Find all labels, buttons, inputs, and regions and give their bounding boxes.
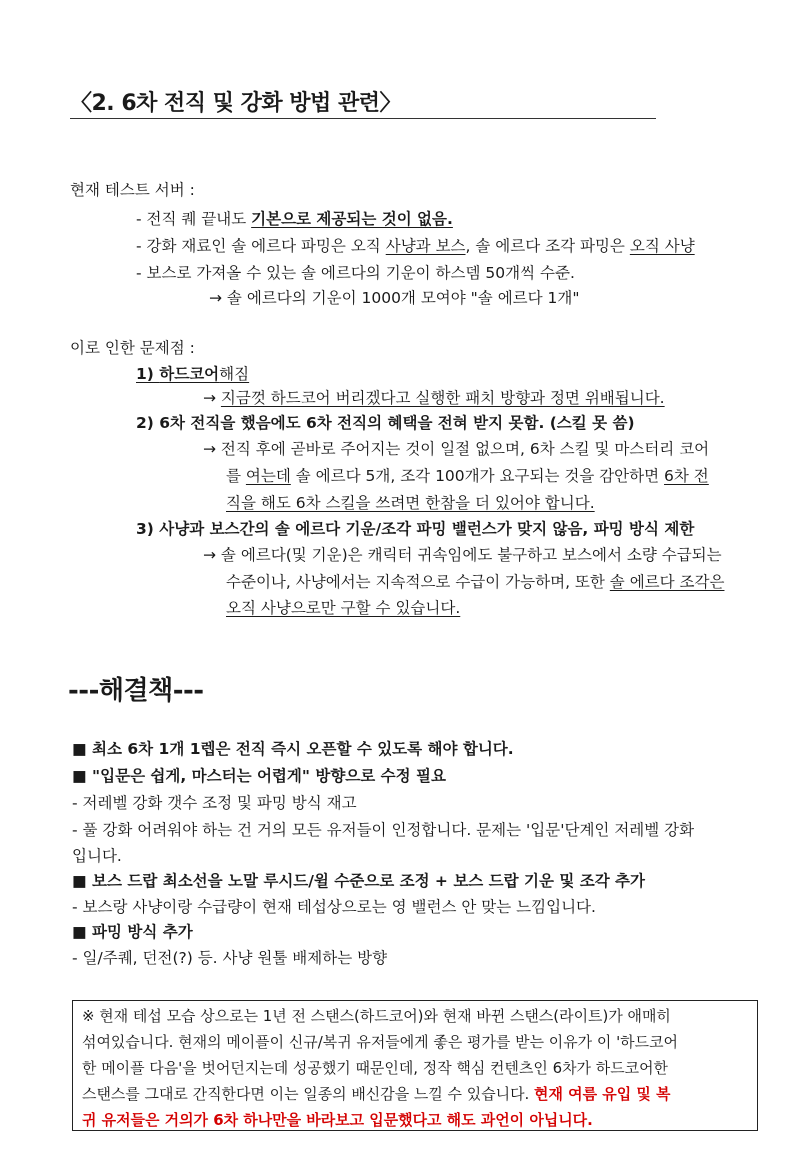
underlined-text: 기본으로 제공되는 것이 없음. <box>251 210 453 228</box>
test-server-line-1 <box>136 207 453 229</box>
test-server-line-4: → 솔 에르다의 기운이 1000개 모여야 "솔 에르다 1개" <box>209 289 580 307</box>
text: , 솔 에르다 조각 파밍은 <box>465 237 630 255</box>
underlined-text: 6차 전 <box>664 467 709 485</box>
text: 해짐 <box>219 365 250 383</box>
underlined-text: 솔 에르다 조각은 <box>609 573 725 591</box>
underlined-text: 오직 사냥 <box>629 237 695 255</box>
problem-3-line-2 <box>226 570 724 592</box>
solution-4-detail-1: - 일/주퀘, 던전(?) 등. 사냥 원툴 배제하는 방향 <box>72 949 388 967</box>
test-server-line-2 <box>136 234 695 256</box>
problem-2-title: 2) 6차 전직을 했음에도 6차 전직의 혜택을 전혀 받지 못함. (스킬 못 씀) <box>136 414 635 432</box>
solution-2-detail-2a: - 풀 강화 어려워야 하는 건 거의 모든 유저들이 인정합니다. 문제는 '입문'단계인 저레벨 강화 <box>72 821 695 839</box>
underlined-text: 사냥과 보스 <box>385 237 466 255</box>
highlight-text: 현재 여름 유입 및 복 <box>534 1085 671 1103</box>
underlined-text: 여는데 <box>245 467 291 485</box>
problem-1-detail <box>203 386 665 408</box>
test-server-heading: 현재 테스트 서버 : <box>70 181 195 199</box>
note-line-5: 귀 유저들은 거의가 6차 하나만을 바라보고 입문했다고 해도 과언이 아닙니다. <box>82 1111 593 1129</box>
solution-2-detail-2b: 입니다. <box>72 847 122 865</box>
problem-3-title: 3) 사냥과 보스간의 솔 에르다 기운/조각 파밍 밸런스가 맞지 않음, 파밍 방식 제한 <box>136 520 695 538</box>
note-line-3: 한 메이플 다음'을 벗어던지는데 성공했기 때문인데, 정작 핵심 컨텐츠인 6차가 하드코어한 <box>82 1059 669 1077</box>
solution-1: ■ 최소 6차 1개 1렙은 전직 즉시 오픈할 수 있도록 해야 합니다. <box>72 740 514 758</box>
text: 수준이나, 사냥에서는 지속적으로 수급이 가능하며, 또한 <box>226 573 610 591</box>
underlined-text: 지금껏 하드코어 버리겠다고 실행한 패치 방향과 정면 위배됩니다. <box>220 389 665 407</box>
problem-2-line-2 <box>226 464 709 486</box>
section-title <box>70 86 656 119</box>
note-box <box>72 1000 758 1131</box>
problem-3-line-3: 오직 사냥으로만 구할 수 있습니다. <box>226 599 461 617</box>
problem-2-line-1: → 전직 후에 곧바로 주어지는 것이 일절 없으며, 6차 스킬 및 마스터리 코어 <box>203 440 710 458</box>
solution-2-detail-1: - 저레벨 강화 갯수 조정 및 파밍 방식 재고 <box>72 794 357 812</box>
text: - 전직 퀘 끝내도 <box>136 210 252 228</box>
note-line-1: ※ 현재 테섭 모습 상으로는 1년 전 스탠스(하드코어)와 현재 바뀐 스탠스(라이트)가 애매히 <box>82 1007 671 1025</box>
text: 스탠스를 그대로 간직한다면 이는 일종의 배신감을 느낄 수 있습니다. <box>82 1085 535 1103</box>
test-server-line-3: - 보스로 가져올 수 있는 솔 에르다의 기운이 하스뎀 50개씩 수준. <box>136 264 575 282</box>
solutions-heading: ---해결책--- <box>68 676 204 706</box>
text: 솔 에르다 5개, 조각 100개가 요구되는 것을 감안하면 <box>290 467 665 485</box>
note-line-2: 섞여있습니다. 현재의 메이플이 신규/복귀 유저들에게 좋은 평가를 받는 이유가 이 '하드코어 <box>82 1033 678 1051</box>
problems-heading: 이로 인한 문제점 : <box>70 339 195 357</box>
text: 1) <box>136 365 160 383</box>
solution-2: ■ "입문은 쉽게, 마스터는 어렵게" 방향으로 수정 필요 <box>72 767 446 785</box>
problem-2-line-3: 직을 해도 6차 스킬을 쓰려면 한참을 더 있어야 합니다. <box>226 494 595 512</box>
note-line-4 <box>82 1081 746 1107</box>
solution-4: ■ 파밍 방식 추가 <box>72 923 193 941</box>
arrow: → <box>203 389 221 407</box>
text: 를 <box>226 467 246 485</box>
text: - 강화 재료인 솔 에르다 파밍은 오직 <box>136 237 386 255</box>
bold-text: 하드코어 <box>159 365 220 383</box>
problem-3-line-1: → 솔 에르다(및 기운)은 캐릭터 귀속임에도 불구하고 보스에서 소량 수급되는 <box>203 546 722 564</box>
section-title-text: 〈2. 6차 전직 및 강화 방법 관련〉 <box>70 91 401 116</box>
solution-3-detail-1: - 보스랑 사냥이랑 수급량이 현재 테섭상으로는 영 밸런스 안 맞는 느낌입니다. <box>72 898 596 916</box>
problem-1-title <box>136 362 249 384</box>
solution-3: ■ 보스 드랍 최소선을 노말 루시드/윌 수준으로 조정 + 보스 드랍 기운 및 조각 추가 <box>72 872 646 890</box>
